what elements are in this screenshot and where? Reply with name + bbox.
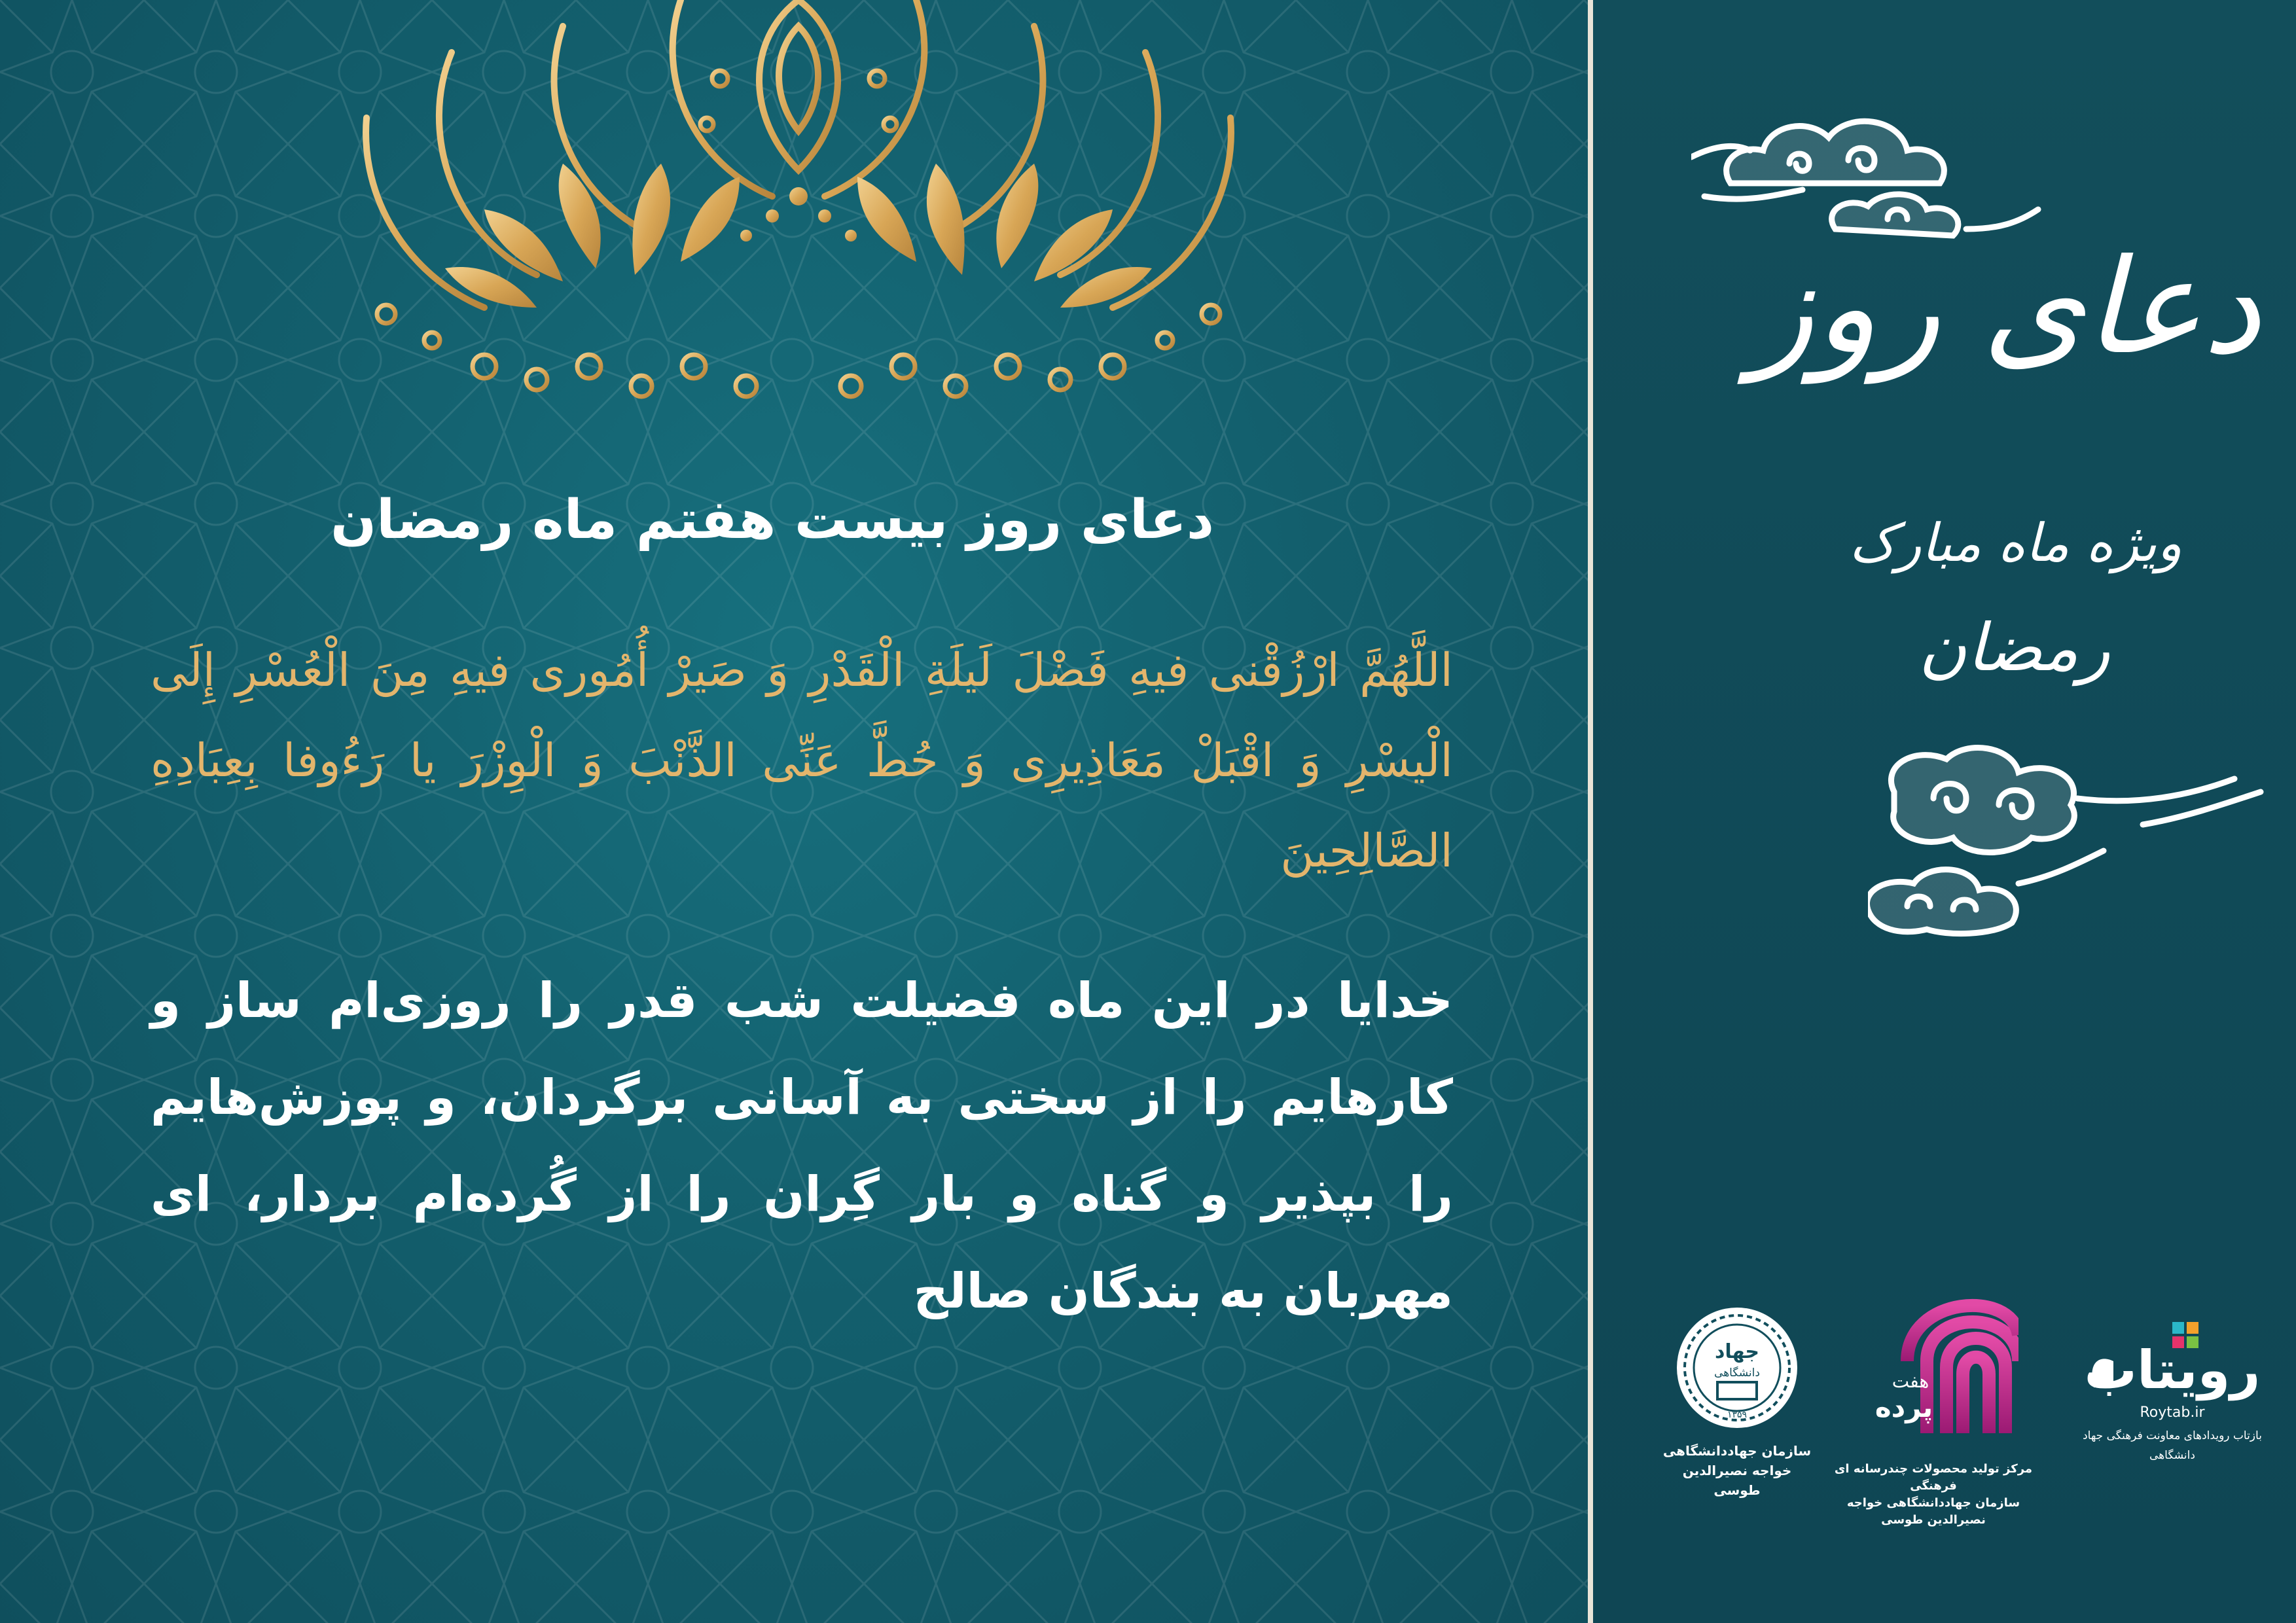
gold-mandala-ornament	[288, 0, 1309, 406]
panel-divider	[1588, 0, 1593, 1623]
jahad-caption-line2: خواجه نصیرالدین طوسی	[1682, 1463, 1792, 1498]
sidebar-subtitle-line2: رمضان	[1918, 609, 2110, 686]
roytab-name: رویتاب	[2084, 1340, 2261, 1400]
jahad-seal-icon	[1672, 1302, 1803, 1433]
sidebar-heading: دعای روز	[1750, 231, 2261, 383]
haft-pardeh-caption-line1: مرکز تولید محصولات چندرسانه ای فرهنگی	[1834, 1462, 2033, 1493]
jahad-caption-line1: سازمان جهاددانشگاهی	[1662, 1443, 1812, 1459]
roytab-logo	[2064, 1296, 2280, 1465]
jahad-word1: جهاد	[1714, 1340, 1760, 1363]
haft-pardeh-caption-line2: سازمان جهاددانشگاهی خواجه نصیرالدین طوسی	[1846, 1496, 2020, 1527]
haft-pardeh-word1: هفت	[1892, 1370, 1929, 1392]
haft-pardeh-logo	[1829, 1296, 2038, 1529]
arabic-prayer-text: اللَّهُمَّ ارْزُقْنی فیهِ فَضْلَ لَیلَةِ الْقَدْرِ وَ صَیرْ أُمُوری فیهِ مِنَ الْعُسْرِ إِلَى الْیسْرِ وَ اقْبَلْ مَعَاذِیرِی وَ حُطَّ عَنِّی الذَّنْبَ وَ الْوِزْرَ یا رَءُوفا بِعِبَادِهِ الصَّالِحِینَ	[151, 643, 1453, 878]
roytab-caption: بازتاب رویدادهای معاونت فرهنگی جهاد دانشگاهی	[2083, 1429, 2262, 1462]
roytab-url: Roytab.ir	[2140, 1404, 2205, 1421]
page-title: دعای روز بیست هفتم ماه رمضان	[331, 489, 1214, 551]
jahad-daneshgahi-logo	[1659, 1302, 1816, 1500]
haft-pardeh-word2: پرده	[1874, 1391, 1933, 1423]
jahad-word2: دانشگاهی	[1714, 1366, 1760, 1380]
persian-translation-text: خدایا در این ماه فضیلت شب قدر را روزی‌ام ساز و کارهایم را از سختی به آسانی برگردان، و پوزش‌هایم را بپذیر و گناه و بار گِران را از گُرده‌ام بردار، ای مهربان به بندگان صالح	[151, 972, 1453, 1319]
jahad-year: ۱۳۵۹	[1727, 1410, 1748, 1420]
haft-pardeh-mark-icon	[1848, 1296, 2018, 1453]
sidebar-subtitle-line1: ویژه ماه مبارک	[1849, 512, 2182, 573]
cloud-ornament-bottom	[1868, 740, 2274, 955]
sidebar-panel	[1593, 0, 2296, 1623]
